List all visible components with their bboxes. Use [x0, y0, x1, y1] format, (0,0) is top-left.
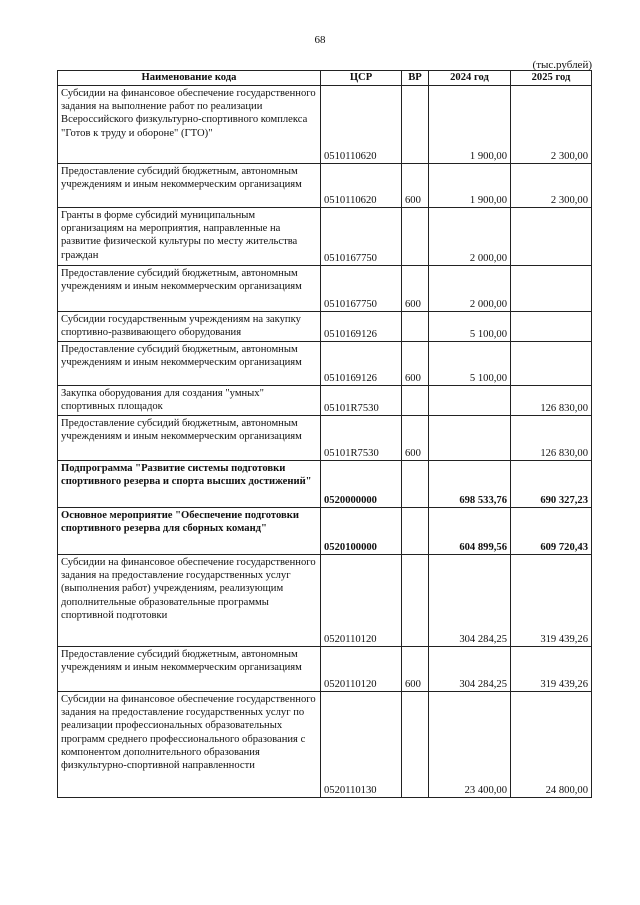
row-2025-cell: [511, 312, 592, 342]
table-row: [58, 508, 592, 555]
row-csr-cell: 0520100000: [321, 508, 402, 555]
header-name: Наименование кода: [58, 71, 321, 86]
row-name-cell: Закупка оборудования для создания "умных" спортивных площадок: [58, 386, 321, 416]
row-2024-cell: 2 000,00: [429, 208, 511, 266]
table-row: [58, 461, 592, 508]
table-row: [58, 342, 592, 386]
row-name-cell: Предоставление субсидий бюджетным, автономным учреждениям и иным некоммерческим организациям: [58, 342, 321, 386]
header-2025: 2025 год: [511, 71, 592, 86]
units-label: (тыс.рублей): [532, 59, 592, 71]
table-row: [58, 416, 592, 461]
row-vr-cell: 600: [402, 342, 429, 386]
row-vr-cell: [402, 386, 429, 416]
table-row: [58, 266, 592, 312]
row-2025-cell: 319 439,26: [511, 647, 592, 692]
row-2024-cell: 5 100,00: [429, 342, 511, 386]
table-row: [58, 164, 592, 208]
row-name-cell: Подпрограмма "Развитие системы подготовки спортивного резерва и спорта высших достижений": [58, 461, 321, 508]
row-csr-cell: 05101R7530: [321, 416, 402, 461]
row-csr-cell: 0510167750: [321, 208, 402, 266]
row-2025-cell: 609 720,43: [511, 508, 592, 555]
row-name-cell: Субсидии на финансовое обеспечение государственного задания на предоставление государственных услуг (выполнения работ) учреждениям, реализующим дополнительные образовательные программы спортивной подготовки: [58, 555, 321, 647]
row-2025-cell: [511, 342, 592, 386]
row-2025-cell: 126 830,00: [511, 386, 592, 416]
row-name-cell: Предоставление субсидий бюджетным, автономным учреждениям и иным некоммерческим организациям: [58, 416, 321, 461]
header-csr: ЦСР: [321, 71, 402, 86]
row-vr-cell: 600: [402, 647, 429, 692]
table-row: [58, 555, 592, 647]
row-2024-cell: 604 899,56: [429, 508, 511, 555]
row-name-cell: Субсидии на финансовое обеспечение государственного задания на предоставление государственных услуг по реализации профессиональных образовательных программ среднего профессионального образования с компонентом дополнительного образования физкультурно-спортивной направленности: [58, 692, 321, 798]
table-row: [58, 312, 592, 342]
row-vr-cell: [402, 692, 429, 798]
row-2025-cell: 2 300,00: [511, 86, 592, 164]
row-name-cell: Предоставление субсидий бюджетным, автономным учреждениям и иным некоммерческим организациям: [58, 266, 321, 312]
row-2024-cell: 304 284,25: [429, 647, 511, 692]
row-name-cell: Субсидии на финансовое обеспечение государственного задания на выполнение работ по реализации Всероссийского физкультурно-спортивного комплекса "Готов к труду и обороне" (ГТО)": [58, 86, 321, 164]
row-csr-cell: 0520110120: [321, 555, 402, 647]
row-csr-cell: 0510167750: [321, 266, 402, 312]
row-csr-cell: 0510110620: [321, 164, 402, 208]
row-csr-cell: 0520000000: [321, 461, 402, 508]
row-csr-cell: 0510169126: [321, 342, 402, 386]
table-row: [58, 86, 592, 164]
row-vr-cell: 600: [402, 266, 429, 312]
table-header-row: [58, 71, 592, 86]
row-2024-cell: 1 900,00: [429, 164, 511, 208]
row-csr-cell: 0520110120: [321, 647, 402, 692]
row-2024-cell: 698 533,76: [429, 461, 511, 508]
row-vr-cell: 600: [402, 416, 429, 461]
row-2024-cell: 23 400,00: [429, 692, 511, 798]
table-row: [58, 692, 592, 798]
row-vr-cell: [402, 208, 429, 266]
row-2024-cell: [429, 416, 511, 461]
row-vr-cell: 600: [402, 164, 429, 208]
row-name-cell: Предоставление субсидий бюджетным, автономным учреждениям и иным некоммерческим организациям: [58, 164, 321, 208]
row-name-cell: Субсидии государственным учреждениям на закупку спортивно-развивающего оборудования: [58, 312, 321, 342]
row-2024-cell: 1 900,00: [429, 86, 511, 164]
row-name-cell: Предоставление субсидий бюджетным, автономным учреждениям и иным некоммерческим организациям: [58, 647, 321, 692]
page-number: 68: [314, 34, 326, 46]
budget-table: [57, 70, 592, 798]
row-vr-cell: [402, 555, 429, 647]
row-2024-cell: [429, 386, 511, 416]
row-2025-cell: 24 800,00: [511, 692, 592, 798]
header-2024: 2024 год: [429, 71, 511, 86]
row-name-cell: Гранты в форме субсидий муниципальным организациям на мероприятия, направленные на развитие физической культуры по месту жительства граждан: [58, 208, 321, 266]
row-name-cell: Основное мероприятие "Обеспечение подготовки спортивного резерва для сборных команд": [58, 508, 321, 555]
header-vr: ВР: [402, 71, 429, 86]
row-2025-cell: 319 439,26: [511, 555, 592, 647]
row-csr-cell: 0510169126: [321, 312, 402, 342]
row-2025-cell: [511, 266, 592, 312]
table-row: [58, 208, 592, 266]
row-vr-cell: [402, 86, 429, 164]
row-2025-cell: [511, 208, 592, 266]
row-2025-cell: 126 830,00: [511, 416, 592, 461]
row-csr-cell: 05101R7530: [321, 386, 402, 416]
row-vr-cell: [402, 312, 429, 342]
row-2024-cell: 304 284,25: [429, 555, 511, 647]
row-2025-cell: 2 300,00: [511, 164, 592, 208]
table-row: [58, 647, 592, 692]
row-vr-cell: [402, 461, 429, 508]
table-row: [58, 386, 592, 416]
row-csr-cell: 0520110130: [321, 692, 402, 798]
row-2025-cell: 690 327,23: [511, 461, 592, 508]
row-vr-cell: [402, 508, 429, 555]
row-2024-cell: 5 100,00: [429, 312, 511, 342]
row-csr-cell: 0510110620: [321, 86, 402, 164]
row-2024-cell: 2 000,00: [429, 266, 511, 312]
